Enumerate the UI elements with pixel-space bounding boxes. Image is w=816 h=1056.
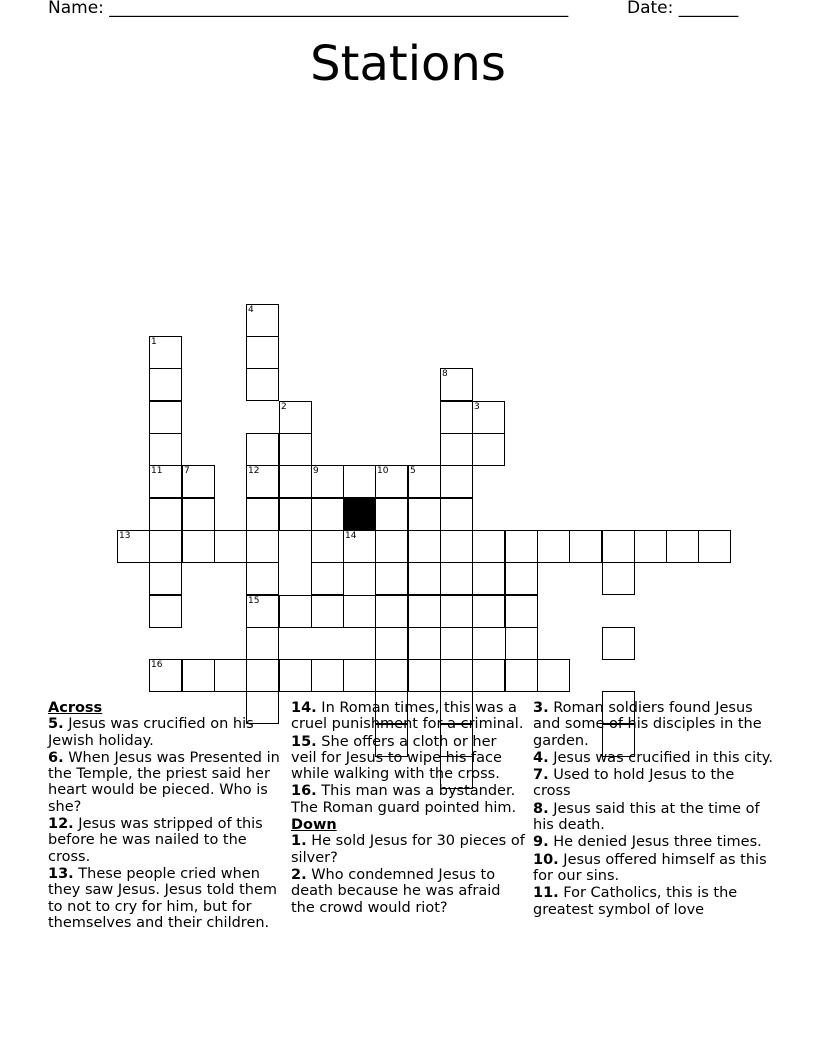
clue-number: 2 — [281, 402, 287, 412]
clue-number: 8 — [442, 369, 448, 379]
grid-cell[interactable] — [408, 530, 441, 563]
grid-cell[interactable] — [698, 530, 731, 563]
grid-cell[interactable] — [246, 498, 279, 531]
down-heading: Down — [291, 817, 337, 834]
grid-cell[interactable] — [279, 465, 312, 498]
grid-cell[interactable] — [246, 595, 279, 628]
clue-down-3: 3. Roman soldiers found Jesus and some of his disciples in the garden. — [533, 700, 762, 749]
clue-number: 16 — [151, 660, 163, 670]
clue-number: 3 — [474, 402, 480, 412]
grid-cell[interactable] — [408, 465, 441, 498]
clue-number: 12 — [248, 466, 260, 476]
grid-cell[interactable] — [408, 659, 441, 692]
grid-cell[interactable] — [375, 465, 408, 498]
grid-cell[interactable] — [505, 530, 538, 563]
grid-cell[interactable] — [408, 595, 441, 628]
clue-across-6: 6. When Jesus was Presented in the Temple, the priest said her heart would be pieced. Who is she? — [48, 749, 280, 815]
grid-cell[interactable] — [149, 465, 182, 498]
grid-cell[interactable] — [505, 562, 538, 595]
grid-cell[interactable] — [214, 659, 247, 692]
grid-cell[interactable] — [311, 498, 344, 531]
grid-cell[interactable] — [117, 530, 150, 563]
name-field: Name: ______________________________________________________ — [48, 0, 569, 18]
grid-cell[interactable] — [343, 465, 376, 498]
clue-number: 7 — [184, 466, 190, 476]
grid-cell[interactable] — [602, 562, 635, 595]
grid-cell[interactable] — [537, 530, 570, 563]
grid-cell[interactable] — [246, 304, 279, 337]
grid-cell[interactable] — [375, 627, 408, 660]
clue-down-9: 9. He denied Jesus three times. — [533, 834, 762, 851]
grid-cell[interactable] — [311, 465, 344, 498]
clue-down-10: 10. Jesus offered himself as this for our sins. — [533, 851, 767, 884]
grid-cell[interactable] — [246, 336, 279, 369]
grid-cell[interactable] — [602, 530, 635, 563]
grid-cell[interactable] — [246, 465, 279, 498]
grid-cell[interactable] — [472, 401, 505, 434]
grid-cell[interactable] — [375, 659, 408, 692]
grid-cell[interactable] — [472, 562, 505, 595]
grid-cell[interactable] — [440, 401, 473, 434]
grid-cell[interactable] — [311, 562, 344, 595]
clue-across-12: 12. Jesus was stripped of this before he was nailed to the cross. — [48, 816, 263, 865]
clues-column-3 — [533, 700, 773, 919]
clue-number: 1 — [151, 337, 157, 347]
grid-cell[interactable] — [246, 562, 279, 595]
grid-cell[interactable] — [246, 368, 279, 401]
clue-down-1: 1. He sold Jesus for 30 pieces of silver? — [291, 833, 525, 866]
grid-cell[interactable] — [440, 368, 473, 401]
clues-column-1 — [48, 700, 286, 932]
grid-cell[interactable] — [182, 498, 215, 531]
grid-cell[interactable] — [440, 562, 473, 595]
clue-number: 13 — [119, 531, 131, 541]
grid-cell[interactable] — [279, 659, 312, 692]
grid-cell[interactable] — [505, 659, 538, 692]
clue-across-5: 5. Jesus was crucified on his Jewish holiday. — [48, 716, 254, 749]
grid-cell[interactable] — [246, 659, 279, 692]
grid-cell[interactable] — [472, 659, 505, 692]
grid-cell[interactable] — [246, 433, 279, 466]
grid-cell[interactable] — [279, 401, 312, 434]
grid-cell[interactable] — [343, 595, 376, 628]
grid-cell[interactable] — [149, 433, 182, 466]
grid-cell[interactable] — [472, 595, 505, 628]
clue-down-2: 2. Who condemned Jesus to death because he was afraid the crowd would riot? — [291, 866, 501, 916]
clue-down-8: 8. Jesus said this at the time of his death. — [533, 800, 760, 834]
clue-number: 10 — [377, 466, 389, 476]
clue-across-13: 13. These people cried when they saw Jesus. Jesus told them to not to cry for him, but for themselves and their children. — [48, 865, 278, 931]
grid-cell[interactable] — [311, 595, 344, 628]
grid-cell[interactable] — [182, 659, 215, 692]
grid-cell[interactable] — [375, 595, 408, 628]
grid-cell[interactable] — [440, 433, 473, 466]
grid-cell[interactable] — [505, 627, 538, 660]
grid-cell[interactable] — [472, 530, 505, 563]
clue-number: 9 — [313, 466, 319, 476]
grid-cell[interactable] — [149, 401, 182, 434]
grid-cell[interactable] — [311, 659, 344, 692]
grid-cell[interactable] — [408, 627, 441, 660]
grid-cell[interactable] — [311, 530, 344, 563]
grid-cell[interactable] — [569, 530, 602, 563]
clue-down-11: 11. For Catholics, this is the greatest symbol of love — [533, 885, 738, 918]
clue-across-14: 14. In Roman times, this was a cruel punishment for a criminal. — [291, 700, 524, 733]
clue-number: 5 — [410, 466, 416, 476]
grid-cell[interactable] — [182, 465, 215, 498]
grid-cell[interactable] — [602, 627, 635, 660]
grid-cell[interactable] — [149, 368, 182, 401]
grid-cell[interactable] — [440, 659, 473, 692]
grid-cell[interactable] — [149, 562, 182, 595]
grid-cell[interactable] — [440, 465, 473, 498]
grid-cell[interactable] — [375, 498, 408, 531]
grid-cell[interactable] — [440, 530, 473, 563]
grid-cell[interactable] — [149, 336, 182, 369]
grid-cell[interactable] — [440, 627, 473, 660]
grid-cell[interactable] — [279, 433, 312, 466]
grid-cell[interactable] — [149, 595, 182, 628]
grid-cell[interactable] — [149, 498, 182, 531]
grid-cell[interactable] — [666, 530, 699, 563]
page-title: Stations — [310, 36, 506, 92]
grid-block — [343, 498, 376, 531]
clues-column-2 — [291, 700, 525, 917]
grid-cell[interactable] — [505, 595, 538, 628]
grid-cell[interactable] — [279, 595, 312, 628]
grid-cell[interactable] — [182, 530, 215, 563]
grid-cell[interactable] — [214, 530, 247, 563]
clue-across-16: 16. This man was a bystander. The Roman guard pointed him. — [291, 783, 517, 816]
clue-number: 11 — [151, 466, 163, 476]
grid-cell[interactable] — [408, 498, 441, 531]
date-field: Date: _______ — [627, 0, 739, 18]
clue-down-4: 4. Jesus was crucified in this city. — [533, 749, 773, 766]
grid-cell[interactable] — [343, 659, 376, 692]
grid-cell[interactable] — [149, 530, 182, 563]
grid-cell[interactable] — [440, 498, 473, 531]
grid-cell[interactable] — [343, 530, 376, 563]
grid-cell[interactable] — [149, 659, 182, 692]
grid-cell[interactable] — [634, 530, 667, 563]
grid-cell[interactable] — [472, 433, 505, 466]
clue-number: 4 — [248, 305, 254, 315]
clue-down-7: 7. Used to hold Jesus to the cross — [533, 767, 735, 800]
grid-cell[interactable] — [375, 562, 408, 595]
grid-cell[interactable] — [246, 627, 279, 660]
clue-across-15: 15. She offers a cloth or her veil for Jesus to wipe his face while walking with the cross. — [291, 733, 502, 783]
grid-cell[interactable] — [408, 562, 441, 595]
grid-cell[interactable] — [537, 659, 570, 692]
grid-cell[interactable] — [375, 530, 408, 563]
clue-number: 15 — [248, 596, 260, 606]
clue-number: 14 — [345, 531, 357, 541]
grid-cell[interactable] — [246, 530, 279, 563]
grid-cell[interactable] — [279, 498, 312, 531]
across-heading: Across — [48, 700, 103, 716]
grid-cell[interactable] — [440, 595, 473, 628]
